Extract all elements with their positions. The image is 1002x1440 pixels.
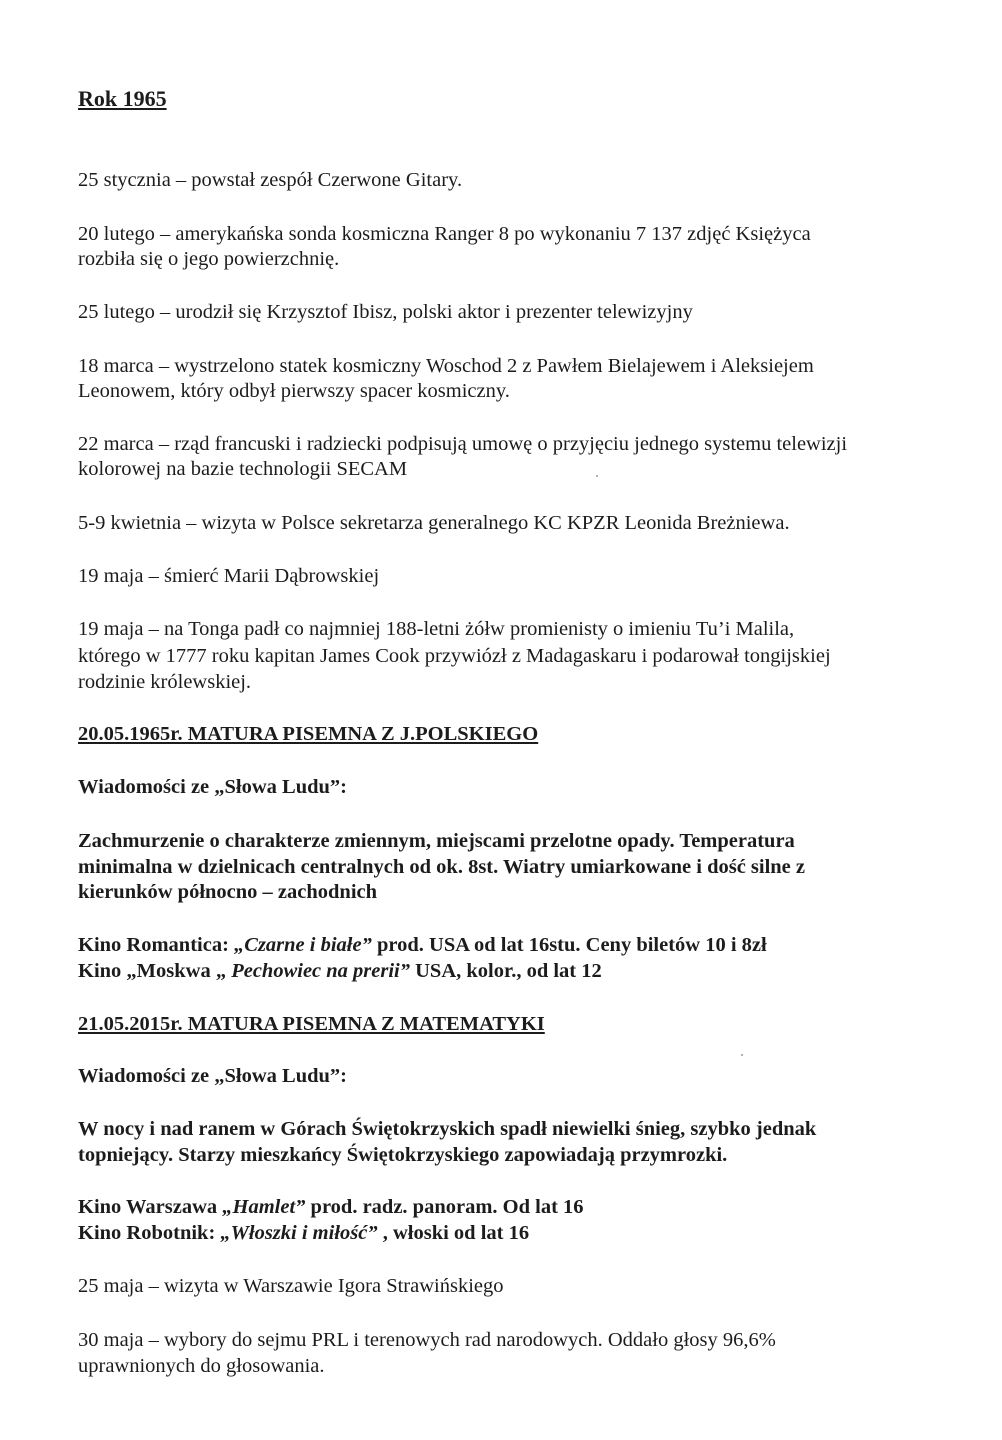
- film-details: USA, kolor., od lat 12: [410, 960, 602, 982]
- film-details: prod. radz. panoram. Od lat 16: [305, 1196, 584, 1218]
- news-label: Wiadomości ze „Słowa Ludu”:: [78, 1065, 348, 1087]
- entry-text: uprawnionych do głosowania.: [78, 1355, 325, 1377]
- film-title: Pechowiec na prerii”: [231, 960, 410, 982]
- entry-text: rozbiła się o jego powierzchnię.: [78, 248, 340, 270]
- cinema-listing: [78, 1220, 529, 1246]
- section-heading: 21.05.2015r. MATURA PISEMNA Z MATEMATYKI: [78, 1013, 545, 1035]
- entry-text: rodzinie królewskiej.: [78, 671, 252, 693]
- entry-text: 25 stycznia – powstał zespół Czerwone Gitary.: [78, 169, 463, 191]
- film-details: , włoski od lat 16: [377, 1222, 530, 1244]
- scan-speck: [741, 1054, 743, 1056]
- entry-text: 19 maja – na Tonga padł co najmniej 188-letni żółw promienisty o imieniu Tu’i Malila,: [78, 618, 795, 640]
- scan-speck: [596, 475, 598, 477]
- film-title: „Hamlet”: [222, 1196, 306, 1218]
- entry-text: 25 lutego – urodził się Krzysztof Ibisz, polski aktor i prezenter telewizyjny: [78, 301, 693, 323]
- section-heading: 20.05.1965r. MATURA PISEMNA Z J.POLSKIEGO: [78, 723, 539, 745]
- entry-text: kolorowej na bazie technologii SECAM: [78, 458, 408, 480]
- cinema-listing: [78, 958, 602, 984]
- entry-text: 5-9 kwietnia – wizyta w Polsce sekretarza generalnego KC KPZR Leonida Breżniewa.: [78, 512, 790, 534]
- cinema-name: Kino Romantica:: [78, 934, 235, 956]
- weather-text: W nocy i nad ranem w Górach Świętokrzyskich spadł niewielki śnieg, szybko jednak: [78, 1118, 817, 1140]
- film-title: „Czarne i białe”: [234, 934, 372, 956]
- entry-text: 22 marca – rząd francuski i radziecki podpisują umowę o przyjęciu jednego systemu telewizji: [78, 433, 848, 455]
- entry-text: 25 maja – wizyta w Warszawie Igora Strawińskiego: [78, 1275, 504, 1297]
- entry-text: 30 maja – wybory do sejmu PRL i terenowych rad narodowych. Oddało głosy 96,6%: [78, 1329, 776, 1351]
- cinema-name: Kino Warszawa: [78, 1196, 223, 1218]
- cinema-listing: [78, 932, 767, 958]
- entry-text: Leonowem, który odbył pierwszy spacer kosmiczny.: [78, 380, 510, 402]
- weather-text: Zachmurzenie o charakterze zmiennym, miejscami przelotne opady. Temperatura: [78, 830, 795, 852]
- entry-text: 19 maja – śmierć Marii Dąbrowskiej: [78, 565, 380, 587]
- cinema-name: Kino „Moskwa „: [78, 960, 232, 982]
- film-title: „Włoszki i miłość”: [220, 1222, 378, 1244]
- page-title: Rok 1965: [78, 86, 167, 111]
- cinema-listing: [78, 1194, 584, 1220]
- weather-text: kierunków północno – zachodnich: [78, 881, 378, 903]
- entry-text: którego w 1777 roku kapitan James Cook przywiózł z Madagaskaru i podarował tongijskiej: [78, 645, 831, 667]
- weather-text: minimalna w dzielnicach centralnych od ok. 8st. Wiatry umiarkowane i dość silne z: [78, 856, 806, 878]
- film-details: prod. USA od lat 16stu. Ceny biletów 10 i 8zł: [371, 934, 767, 956]
- entry-text: 20 lutego – amerykańska sonda kosmiczna Ranger 8 po wykonaniu 7 137 zdjęć Księżyca: [78, 223, 811, 245]
- weather-text: topniejący. Starzy mieszkańcy Świętokrzyskiego zapowiadają przymrozki.: [78, 1144, 728, 1166]
- news-label: Wiadomości ze „Słowa Ludu”:: [78, 776, 348, 798]
- cinema-name: Kino Robotnik:: [78, 1222, 221, 1244]
- entry-text: 18 marca – wystrzelono statek kosmiczny Woschod 2 z Pawłem Bielajewem i Aleksiejem: [78, 355, 814, 377]
